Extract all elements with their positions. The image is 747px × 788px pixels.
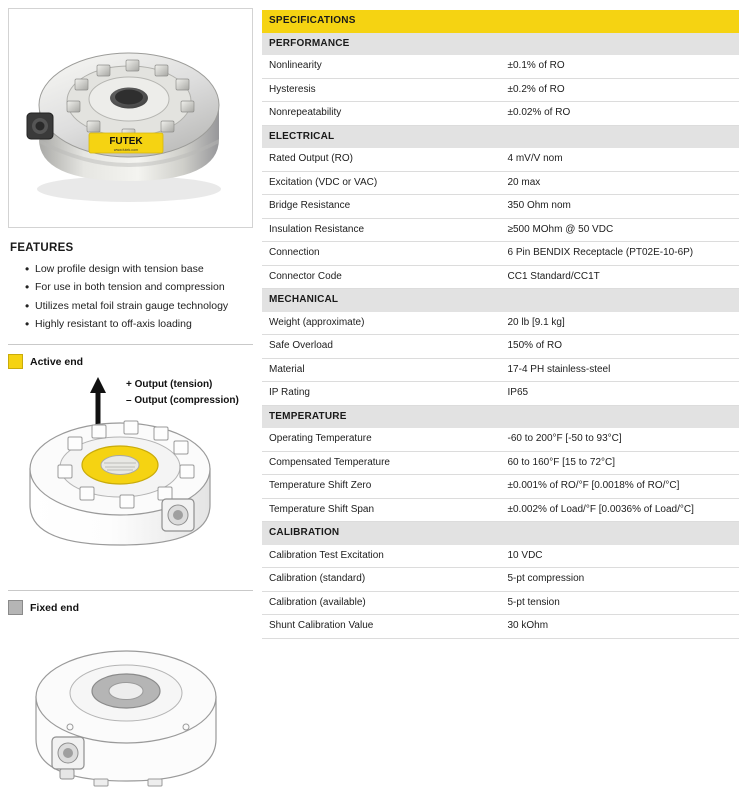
- spec-key: Calibration Test Excitation: [262, 545, 501, 568]
- spec-key: Excitation (VDC or VAC): [262, 171, 501, 195]
- specifications-table: [262, 10, 739, 639]
- features-list: [8, 261, 253, 332]
- table-row: [262, 218, 739, 242]
- spec-value: ±0.02% of RO: [501, 102, 740, 126]
- spec-section-label: PERFORMANCE: [262, 33, 739, 56]
- table-row: [262, 615, 739, 639]
- spec-key: Safe Overload: [262, 335, 501, 359]
- spec-key: Nonlinearity: [262, 55, 501, 78]
- divider: [8, 590, 253, 591]
- table-row: [262, 195, 739, 219]
- product-photo: [8, 8, 253, 228]
- brand-label: [89, 133, 163, 153]
- spec-section-label: TEMPERATURE: [262, 405, 739, 428]
- spec-value: 30 kOhm: [501, 615, 740, 639]
- legend-active-end: [8, 354, 253, 369]
- spec-value: 20 lb [9.1 kg]: [501, 312, 740, 335]
- svg-text:FUTEK: FUTEK: [109, 136, 143, 147]
- list-item: • Highly resistant to off-axis loading: [25, 316, 253, 332]
- spec-section-header: [262, 522, 739, 545]
- fixed-end-illustration: [8, 619, 253, 788]
- spec-value: 20 max: [501, 171, 740, 195]
- spec-value: 4 mV/V nom: [501, 148, 740, 171]
- load-cell-photo-illustration: [9, 9, 252, 227]
- table-row: [262, 335, 739, 359]
- connector-icon: [162, 499, 194, 531]
- left-column: [8, 8, 253, 788]
- spec-title-row: [262, 10, 739, 33]
- table-row: [262, 591, 739, 615]
- table-row: [262, 102, 739, 126]
- legend-label: Active end: [30, 355, 84, 368]
- spec-key: Shunt Calibration Value: [262, 615, 501, 639]
- spec-value: 5-pt compression: [501, 568, 740, 592]
- spec-key: Connection: [262, 242, 501, 266]
- spec-key: Bridge Resistance: [262, 195, 501, 219]
- spec-value: 60 to 160°F [15 to 72°C]: [501, 451, 740, 475]
- features-heading: FEATURES: [10, 242, 74, 254]
- spec-value: -60 to 200°F [-50 to 93°C]: [501, 428, 740, 451]
- spec-key: Operating Temperature: [262, 428, 501, 451]
- table-row: [262, 451, 739, 475]
- table-row: [262, 148, 739, 171]
- list-item: • Low profile design with tension base: [25, 261, 253, 277]
- spec-value: ≥500 MOhm @ 50 VDC: [501, 218, 740, 242]
- table-row: [262, 545, 739, 568]
- table-row: [262, 312, 739, 335]
- legend-fixed-end: [8, 600, 253, 615]
- spec-value: IP65: [501, 382, 740, 406]
- spec-key: Calibration (available): [262, 591, 501, 615]
- table-row: [262, 55, 739, 78]
- svg-text:www.futek.com: www.futek.com: [113, 148, 139, 152]
- table-row: [262, 428, 739, 451]
- spec-value: 150% of RO: [501, 335, 740, 359]
- spec-section-label: CALIBRATION: [262, 522, 739, 545]
- table-row: [262, 568, 739, 592]
- spec-section-header: [262, 405, 739, 428]
- fixed-end-swatch-icon: [8, 600, 23, 615]
- spec-section-header: [262, 125, 739, 148]
- table-row: [262, 171, 739, 195]
- spec-key: Rated Output (RO): [262, 148, 501, 171]
- output-direction-labels: [126, 377, 239, 408]
- spec-key: Nonrepeatability: [262, 102, 501, 126]
- table-row: [262, 78, 739, 102]
- active-end-diagram: [8, 373, 253, 578]
- spec-value: CC1 Standard/CC1T: [501, 265, 740, 289]
- spec-value: ±0.002% of Load/°F [0.0036% of Load/°C]: [501, 498, 740, 522]
- spec-key: Insulation Resistance: [262, 218, 501, 242]
- spec-key: Temperature Shift Zero: [262, 475, 501, 499]
- list-item: • Utilizes metal foil strain gauge technology: [25, 298, 253, 314]
- list-item: • For use in both tension and compression: [25, 279, 253, 295]
- spec-value: 6 Pin BENDIX Receptacle (PT02E-10-6P): [501, 242, 740, 266]
- divider: [8, 344, 253, 345]
- spec-section-label: ELECTRICAL: [262, 125, 739, 148]
- table-row: [262, 242, 739, 266]
- spec-key: Weight (approximate): [262, 312, 501, 335]
- spec-title: SPECIFICATIONS: [262, 10, 739, 33]
- spec-key: Temperature Shift Span: [262, 498, 501, 522]
- spec-section-header: [262, 33, 739, 56]
- spec-section-label: MECHANICAL: [262, 289, 739, 312]
- table-row: [262, 475, 739, 499]
- spec-value: ±0.2% of RO: [501, 78, 740, 102]
- spec-value: 17-4 PH stainless-steel: [501, 358, 740, 382]
- spec-key: IP Rating: [262, 382, 501, 406]
- compression-label: – Output (compression): [126, 394, 239, 406]
- table-row: [262, 382, 739, 406]
- spec-value: 350 Ohm nom: [501, 195, 740, 219]
- spec-key: Connector Code: [262, 265, 501, 289]
- fixed-end-diagram: [8, 619, 253, 788]
- spec-key: Material: [262, 358, 501, 382]
- spec-key: Calibration (standard): [262, 568, 501, 592]
- spec-value: 10 VDC: [501, 545, 740, 568]
- legend-label: Fixed end: [30, 601, 80, 614]
- spec-key: Compensated Temperature: [262, 451, 501, 475]
- table-row: [262, 265, 739, 289]
- spec-key: Hysteresis: [262, 78, 501, 102]
- table-row: [262, 498, 739, 522]
- table-row: [262, 358, 739, 382]
- tension-label: + Output (tension): [126, 379, 213, 391]
- spec-value: 5-pt tension: [501, 591, 740, 615]
- spec-value: ±0.001% of RO/°F [0.0018% of RO/°C]: [501, 475, 740, 499]
- spec-value: ±0.1% of RO: [501, 55, 740, 78]
- spec-section-header: [262, 289, 739, 312]
- active-end-swatch-icon: [8, 354, 23, 369]
